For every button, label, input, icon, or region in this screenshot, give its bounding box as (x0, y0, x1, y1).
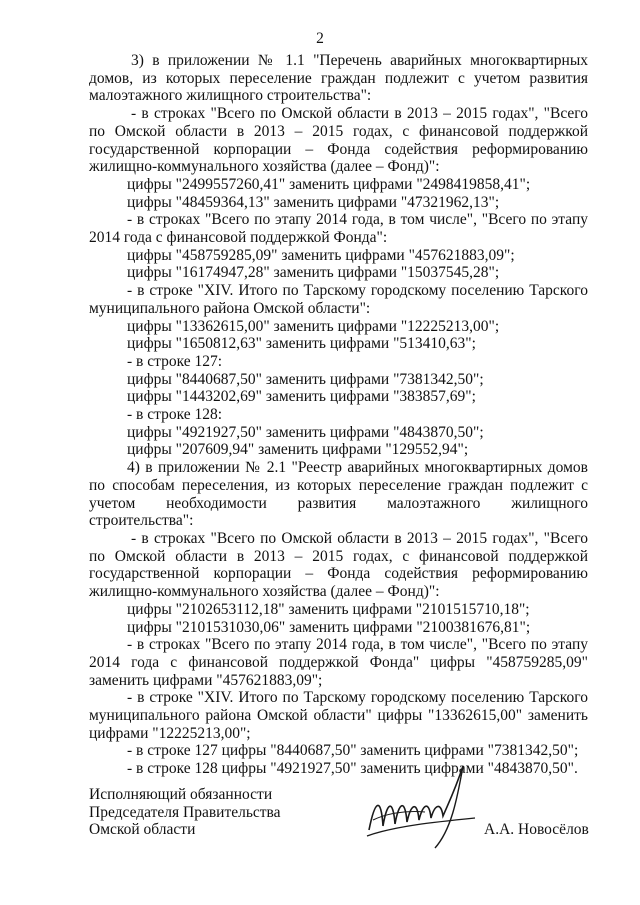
paragraph-17: 4) в приложении № 2.1 "Реестр аварийных многоквартирных домов по способам переселения, из которых переселение граждан подлежит с учетом необходимости развития малоэтажного жилищного строительства": (89, 459, 588, 530)
paragraph-7: цифры "16174947,28" заменить цифрами "15037545,28"; (127, 264, 500, 282)
paragraph-3: цифры "2499557260,41" заменить цифрами "2498419858,41"; (127, 175, 531, 193)
paragraph-11: - в строке 127: (127, 352, 223, 370)
signatory-title-line-1: Исполняющий обязанности (89, 786, 273, 803)
paragraph-21: - в строках "Всего по этапу 2014 года, в том числе", "Всего по этапу 2014 года с финансовой поддержкой Фонда" цифры "458759285,09" заменить цифрами "457621883,09"; (89, 636, 588, 689)
paragraph-6: цифры "458759285,09" заменить цифрами "457621883,09"; (127, 246, 515, 264)
signatory-title-line-3: Омской области (89, 821, 196, 839)
paragraph-5: - в строках "Всего по этапу 2014 года, в том числе", "Всего по этапу 2014 года с финансовой поддержкой Фонда": (89, 211, 588, 247)
paragraph-8: - в строке "XIV. Итого по Тарскому городскому поселению Тарского муниципального района Омской области": (89, 282, 588, 317)
paragraph-19: цифры "2102653112,18" заменить цифрами "2101515710,18"; (127, 600, 530, 618)
paragraph-12: цифры "8440687,50" заменить цифрами "7381342,50"; (127, 370, 484, 388)
paragraph-24: - в строке 128 цифры "4921927,50" заменить цифрами "4843870,50". (127, 760, 578, 778)
paragraph-18: - в строках "Всего по Омской области в 2013 – 2015 годах", "Всего по Омской области в 2013 – 2015 годах, с финансовой поддержкой государственной корпорации – Фонда содействия реформированию жилищно-коммунального хозяйства (далее – Фонд)": (89, 529, 588, 601)
paragraph-2: - в строках "Всего по Омской области в 2013 – 2015 годах", "Всего по Омской области в 2013 – 2015 годах, с финансовой поддержкой государственной корпорации – Фонда содействия реформированию жилищно-коммунального хозяйства (далее – Фонд)": (89, 105, 588, 176)
page-number: 2 (316, 30, 324, 47)
paragraph-4: цифры "48459364,13" заменить цифрами "47321962,13"; (127, 193, 500, 211)
signatory-title-line-2: Председателя Правительства (89, 803, 281, 821)
document-body (89, 52, 588, 778)
handwritten-signature (365, 760, 480, 855)
paragraph-20: цифры "2101531030,06" заменить цифрами "2100381676,81"; (127, 618, 531, 636)
paragraph-14: - в строке 128: (127, 406, 223, 424)
paragraph-10: цифры "1650812,63" заменить цифрами "513410,63"; (127, 335, 476, 353)
paragraph-22: - в строке "XIV. Итого по Тарскому городскому поселению Тарского муниципального района Омской области" цифры "13362615,00" заменить цифрами "12225213,00"; (89, 689, 588, 742)
paragraph-9: цифры "13362615,00" заменить цифрами "12225213,00"; (127, 317, 500, 335)
paragraph-13: цифры "1443202,69" заменить цифрами "383857,69"; (127, 388, 476, 406)
paragraph-15: цифры "4921927,50" заменить цифрами "4843870,50"; (127, 423, 484, 441)
signatory-name: А.А. Новосёлов (484, 821, 589, 838)
paragraph-1: 3) в приложении № 1.1 "Перечень аварийных многоквартирных домов, из которых переселение граждан подлежит с учетом развития малоэтажного жилищного строительства": (89, 52, 588, 105)
paragraph-16: цифры "207609,94" заменить цифрами "129552,94"; (127, 441, 469, 459)
paragraph-23: - в строке 127 цифры "8440687,50" заменить цифрами "7381342,50"; (127, 742, 579, 760)
signatory-title (89, 786, 281, 839)
